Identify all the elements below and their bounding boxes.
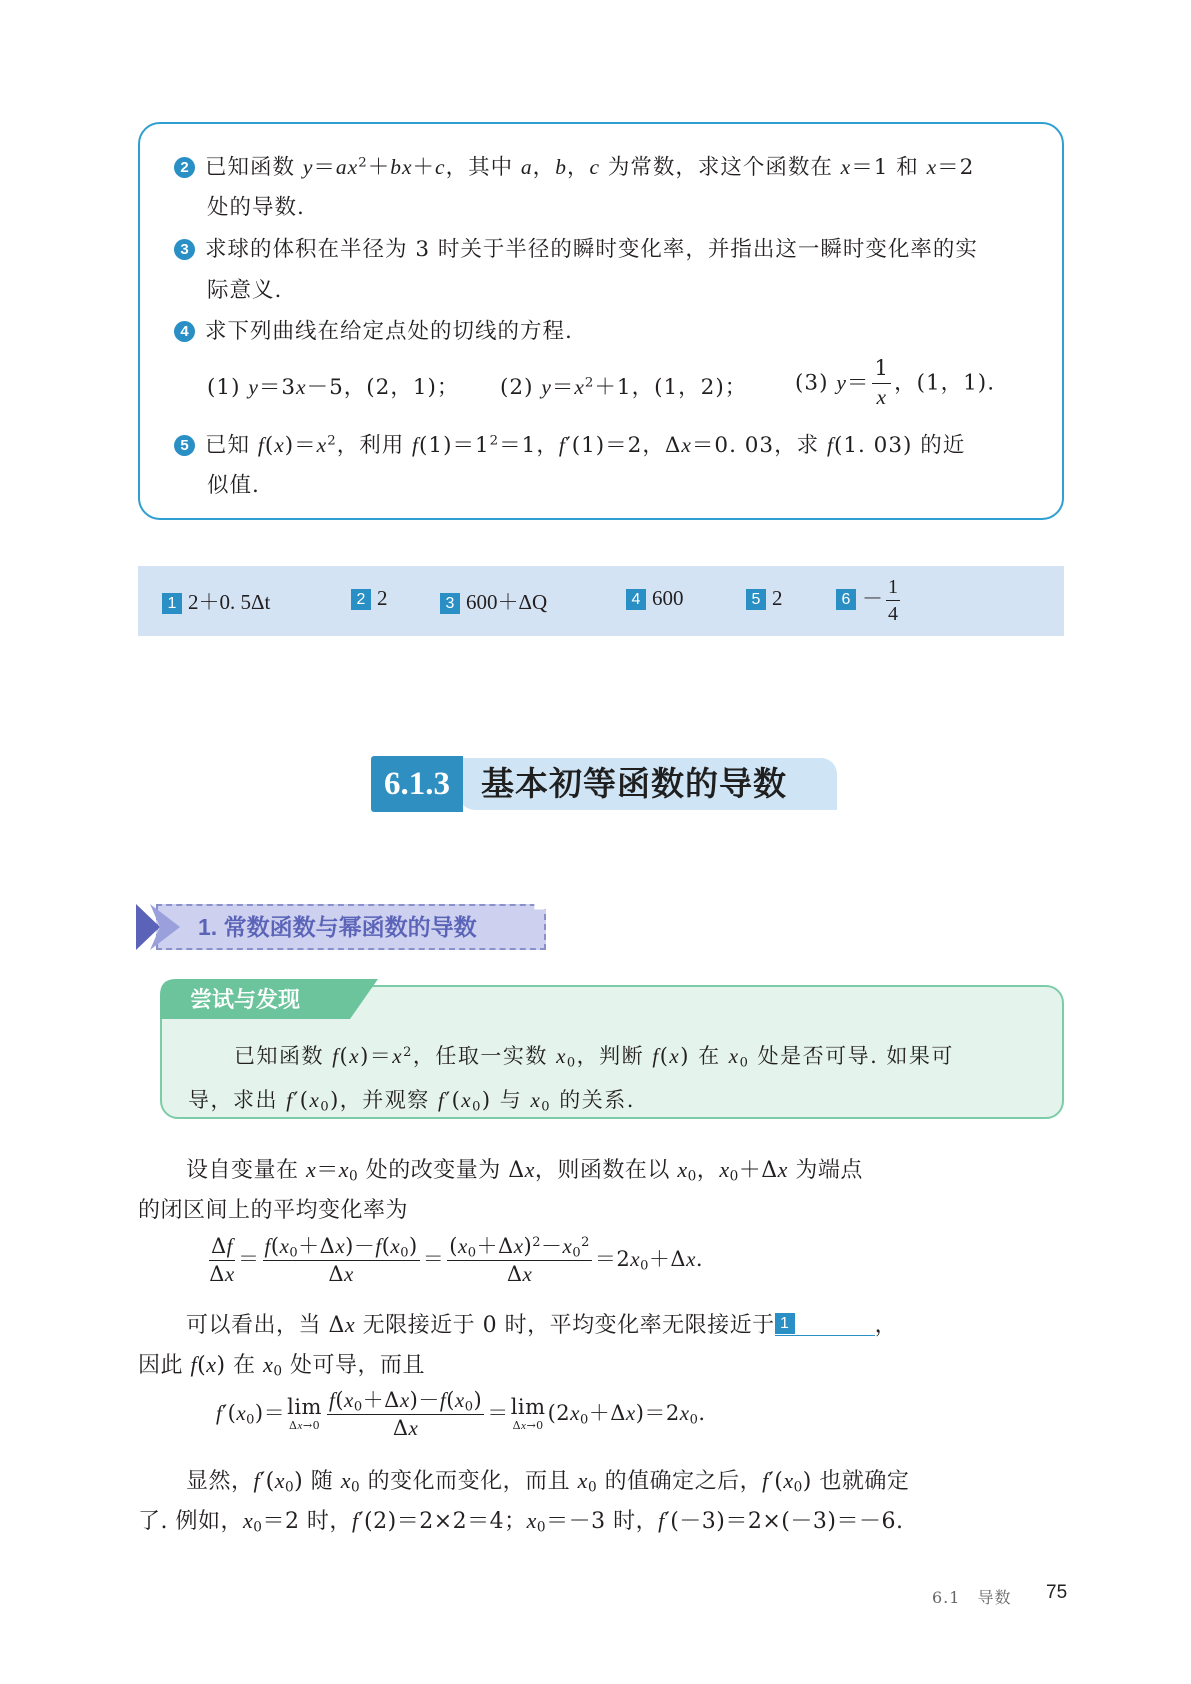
section-number: 6.1.3 xyxy=(371,756,463,812)
exercise-4-part2: (2) $y=x^2+1$，(1，2)； xyxy=(500,375,748,400)
footer-chapter: 6.1 导数 xyxy=(932,1588,1012,1607)
answer-bar xyxy=(138,566,1064,636)
answer-2: 2 2 xyxy=(351,586,388,611)
exercise-4-part1: (1) y＝3x－5，(2，1)； xyxy=(207,375,460,400)
exercise-5-line2: 似值. xyxy=(207,473,260,498)
exercise-number-3: 3 xyxy=(174,239,195,260)
exercise-number-4: 4 xyxy=(174,321,195,342)
body-p1-line1: 设自变量在 $x=x_0$ 处的改变量为 Δx，则函数在以 $x_0$，$x_0+\Delta x$ 为端点 xyxy=(186,1157,863,1185)
answer-1: 1 2＋0. 5Δt xyxy=(162,586,270,616)
try-discover-label: 尝试与发现 xyxy=(190,987,301,1012)
exercise-3-line1: 3 求球的体积在半径为 3 时关于半径的瞬时变化率，并指出这一瞬时变化率的实 xyxy=(174,232,978,263)
derivative-limit-formula: $f'(x_0)=$ lim Δx→0 $\frac{f(x_0+\Delta x)-f(x_0)}{\Delta x}$ ＝ lim Δx→0 $(2x_0+\Delta x)=2x_0$. xyxy=(216,1388,706,1441)
try-discover-line1: 已知函数 $f(x)=x^2$，任取一实数 $x_0$，判断 f(x) 在 $x_0$ 处是否可导. 如果可 xyxy=(234,1044,954,1071)
answer-3: 3 600＋ΔQ xyxy=(440,586,547,616)
chevron-right-icon xyxy=(136,902,196,952)
exercise-number-5: 5 xyxy=(174,435,195,456)
average-rate-formula: $\frac{\Delta f}{\Delta x}$ ＝ $\frac{f(x_0+\Delta x)-f(x_0)}{\Delta x}$ ＝ $\frac{(x_0+\Delta x)^2-x_0^2}{\Delta x}$ $=2x_0+\Delta x$. xyxy=(209,1234,704,1287)
subsection-title: 1. 常数函数与幂函数的导数 xyxy=(198,914,477,940)
subsection-heading xyxy=(136,902,546,952)
body-p2-line2: 因此 f(x) 在 $x_0$ 处可导，而且 xyxy=(138,1352,425,1380)
answer-4: 4 600 xyxy=(626,586,684,611)
try-discover-line2: 导，求出 $f'(x_0)$，并观察 $f'(x_0)$ 与 $x_0$ 的关系. xyxy=(188,1088,635,1115)
body-p3-line1: 显然，$f'(x_0)$ 随 $x_0$ 的变化而变化，而且 $x_0$ 的值确定之后，$f'(x_0)$ 也就确定 xyxy=(186,1468,910,1496)
section-title: 基本初等函数的导数 xyxy=(481,764,787,803)
try-discover-tab xyxy=(160,979,378,1019)
answer-6: 6 － $\frac{1}{4}$ xyxy=(836,575,903,626)
body-p2-line1: 可以看出，当 Δx 无限接近于 0 时，平均变化率无限接近于 1 ， xyxy=(186,1312,898,1338)
exercise-4-part3: (3) y＝ $\frac{1}{x}$ ，(1，1). xyxy=(795,356,996,409)
answer-5: 5 2 xyxy=(746,586,783,611)
exercise-2-line2: 处的导数. xyxy=(207,195,305,220)
answer-blank-1[interactable]: 1 xyxy=(775,1311,875,1336)
body-p1-line2: 的闭区间上的平均变化率为 xyxy=(138,1198,409,1223)
exercise-4-line1: 4 求下列曲线在给定点处的切线的方程. xyxy=(174,314,573,345)
exercise-5-line1: 5 已知 $f(x)=x^2$，利用 $f(1)=1^2=1$，f′(1)＝2，Δx＝0. 03，求 f(1. 03) 的近 xyxy=(174,428,965,459)
section-heading xyxy=(371,756,837,812)
exercise-2-line1: 2 已知函数 $y=ax^2+bx+c$，其中 a，b，c 为常数，求这个函数在 x＝1 和 x＝2 xyxy=(174,150,974,181)
exercise-number-2: 2 xyxy=(174,157,195,178)
exercise-3-line2: 际意义. xyxy=(207,278,283,303)
page-number: 75 xyxy=(1046,1582,1068,1603)
body-p3-line2: 了. 例如，$x_0=2$ 时，f′(2)＝2×2＝4；$x_0=-3$ 时，f′(－3)＝2×(－3)＝－6. xyxy=(138,1508,904,1536)
